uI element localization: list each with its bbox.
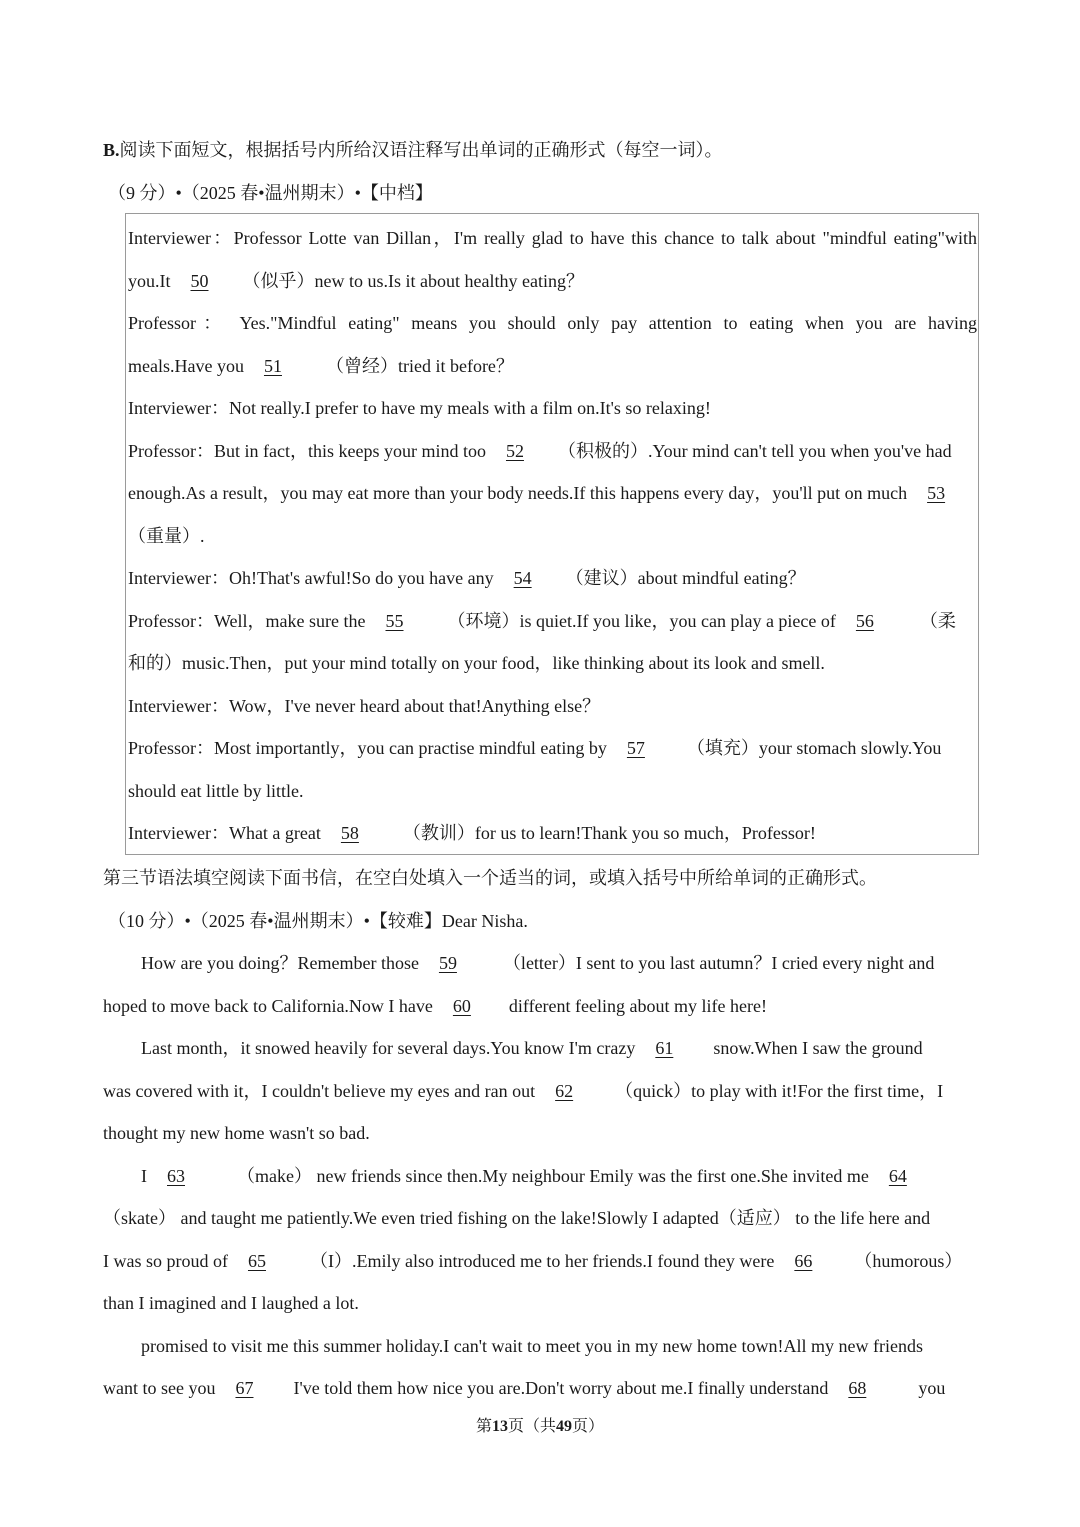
line-text: promised to visit me this summer holiday.I can't wait to meet you in my new home town!All my new friends (141, 1336, 923, 1356)
dialogue-line (128, 311, 977, 335)
section-b-label: B. (103, 140, 120, 160)
line-text: （教训）for us to learn!Thank you so much，Professor! (402, 823, 816, 843)
blank-66: 66 (794, 1251, 813, 1271)
line-text: （重量）. (128, 526, 205, 546)
line-text: you (918, 1378, 946, 1398)
dialogue-line (128, 269, 584, 293)
blank-57: 57 (626, 738, 645, 758)
letter-line (103, 1206, 930, 1230)
line-text: （make） new friends since then.My neighbour Emily was the first one.She invited me (237, 1166, 869, 1186)
blank-54: 54 (513, 568, 532, 588)
line-text: meals.Have you (128, 356, 244, 376)
line-text: Last month，it snowed heavily for several days.You know I'm crazy (141, 1038, 636, 1058)
line-text: Professor：Well，make sure the (128, 611, 366, 631)
dialogue-line (128, 736, 941, 760)
line-text: 和的）music.Then，put your mind totally on your food，like thinking about its look and smell. (128, 653, 825, 673)
blank-52: 52 (505, 441, 524, 461)
blank-56: 56 (855, 611, 874, 631)
dialogue-line (128, 651, 825, 675)
line-text: How are you doing？Remember those (141, 953, 419, 973)
line-text: （建议）about mindful eating？ (565, 568, 806, 588)
dialogue-line (128, 396, 711, 420)
dialogue-line (128, 609, 956, 633)
line-text: （skate） and taught me patiently.We even tried fishing on the lake!Slowly I adapted（适应） to the life here and (103, 1208, 931, 1228)
letter-greeting: Dear Nisha. (441, 911, 528, 931)
letter-line (103, 1249, 962, 1273)
section-3-meta (108, 909, 528, 933)
line-text: snow.When I saw the ground (713, 1038, 923, 1058)
line-text: I (141, 1166, 147, 1186)
letter-line (103, 1121, 370, 1145)
line-text: should eat little by little. (128, 781, 304, 801)
line-text: than I imagined and I laughed a lot. (103, 1293, 359, 1313)
dialogue-line (128, 524, 205, 548)
line-text: （曾经）tried it before？ (325, 356, 514, 376)
blank-61: 61 (655, 1038, 674, 1058)
section-b-meta: （9 分）•（2025 春•温州期末）•【中档】 (108, 183, 433, 203)
dialogue-line (128, 226, 977, 250)
page-footer: 第13页（共49页） (475, 1418, 605, 1435)
section-b-title (103, 138, 723, 162)
blank-64: 64 (888, 1166, 907, 1186)
blank-65: 65 (247, 1251, 266, 1271)
letter-line (103, 1291, 359, 1315)
line-text: （I）.Emily also introduced me to her friends.I found they were (309, 1251, 775, 1271)
line-text: （环境）is quiet.If you like，you can play a piece of (447, 611, 836, 631)
letter-line (103, 1376, 945, 1400)
blank-55: 55 (385, 611, 404, 631)
line-text: thought my new home wasn't so bad. (103, 1123, 370, 1143)
blank-62: 62 (555, 1081, 574, 1101)
blank-51: 51 (263, 356, 282, 376)
line-text: Interviewer：What a great (128, 823, 321, 843)
dialogue-line (128, 694, 600, 718)
line-text: hoped to move back to California.Now I have (103, 996, 433, 1016)
line-text: （积极的）.Your mind can't tell you when you've had (557, 441, 952, 461)
line-text: you.It (128, 271, 171, 291)
line-text: Interviewer：Wow，I've never heard about that!Anything else？ (128, 696, 601, 716)
line-text: （似乎）new to us.Is it about healthy eating？ (242, 271, 584, 291)
section-3-title: 第三节语法填空阅读下面书信，在空白处填入一个适当的词，或填入括号中所给单词的正确形式。 (103, 868, 877, 888)
blank-59: 59 (438, 953, 457, 973)
letter-line (103, 994, 767, 1018)
line-text: （quick）to play with it!For the first time，I (615, 1081, 944, 1101)
dialogue-line (128, 439, 952, 463)
dialogue-line (128, 821, 816, 845)
line-text: （letter）I sent to you last autumn？I cried every night and (502, 953, 935, 973)
blank-68: 68 (848, 1378, 867, 1398)
line-text: was covered with it，I couldn't believe my eyes and ran out (103, 1081, 536, 1101)
dialogue-line (128, 354, 514, 378)
line-text: Interviewer：Not really.I prefer to have my meals with a film on.It's so relaxing! (128, 398, 711, 418)
blank-67: 67 (235, 1378, 254, 1398)
blank-63: 63 (167, 1166, 185, 1186)
blank-50: 50 (190, 271, 209, 291)
line-text: enough.As a result，you may eat more than your body needs.If this happens every day，you'll put on much (128, 483, 908, 503)
letter-line (141, 951, 934, 975)
line-text: （填充）your stomach slowly.You (686, 738, 942, 758)
blank-53: 53 (927, 483, 946, 503)
dialogue-line (128, 779, 303, 803)
blank-58: 58 (340, 823, 359, 843)
blank-60: 60 (452, 996, 471, 1016)
letter-line (141, 1164, 907, 1188)
letter-line (141, 1334, 923, 1358)
line-text: I've told them how nice you are.Don't worry about me.I finally understand (293, 1378, 829, 1398)
page-number: 13 (491, 1418, 508, 1435)
dialogue-line (128, 566, 806, 590)
line-text: Professor： Yes."Mindful eating" means you should only pay attention to eating when you are having (128, 313, 977, 333)
page-total: 49 (556, 1418, 572, 1435)
line-text: Interviewer：Professor Lotte van Dillan，I'm really glad to have this chance to talk about "mindful eating"with (128, 228, 977, 248)
line-text: Interviewer：Oh!That's awful!So do you have any (128, 568, 494, 588)
line-text: I was so proud of (103, 1251, 228, 1271)
section-b-instruction: 阅读下面短文，根据括号内所给汉语注释写出单词的正确形式（每空一词）。 (119, 140, 723, 160)
line-text: different feeling about my life here! (508, 996, 767, 1016)
line-text: want to see you (103, 1378, 216, 1398)
section-3-meta-text: （10 分）•（2025 春•温州期末）•【较难】 (108, 911, 442, 931)
line-text: Professor：But in fact，this keeps your mind too (128, 441, 486, 461)
line-text: （humorous） (854, 1251, 963, 1271)
letter-line (103, 1079, 943, 1103)
line-text: Professor：Most importantly，you can practise mindful eating by (128, 738, 607, 758)
line-text: （柔 (919, 611, 956, 631)
dialogue-line (128, 481, 945, 505)
letter-line (141, 1036, 923, 1060)
